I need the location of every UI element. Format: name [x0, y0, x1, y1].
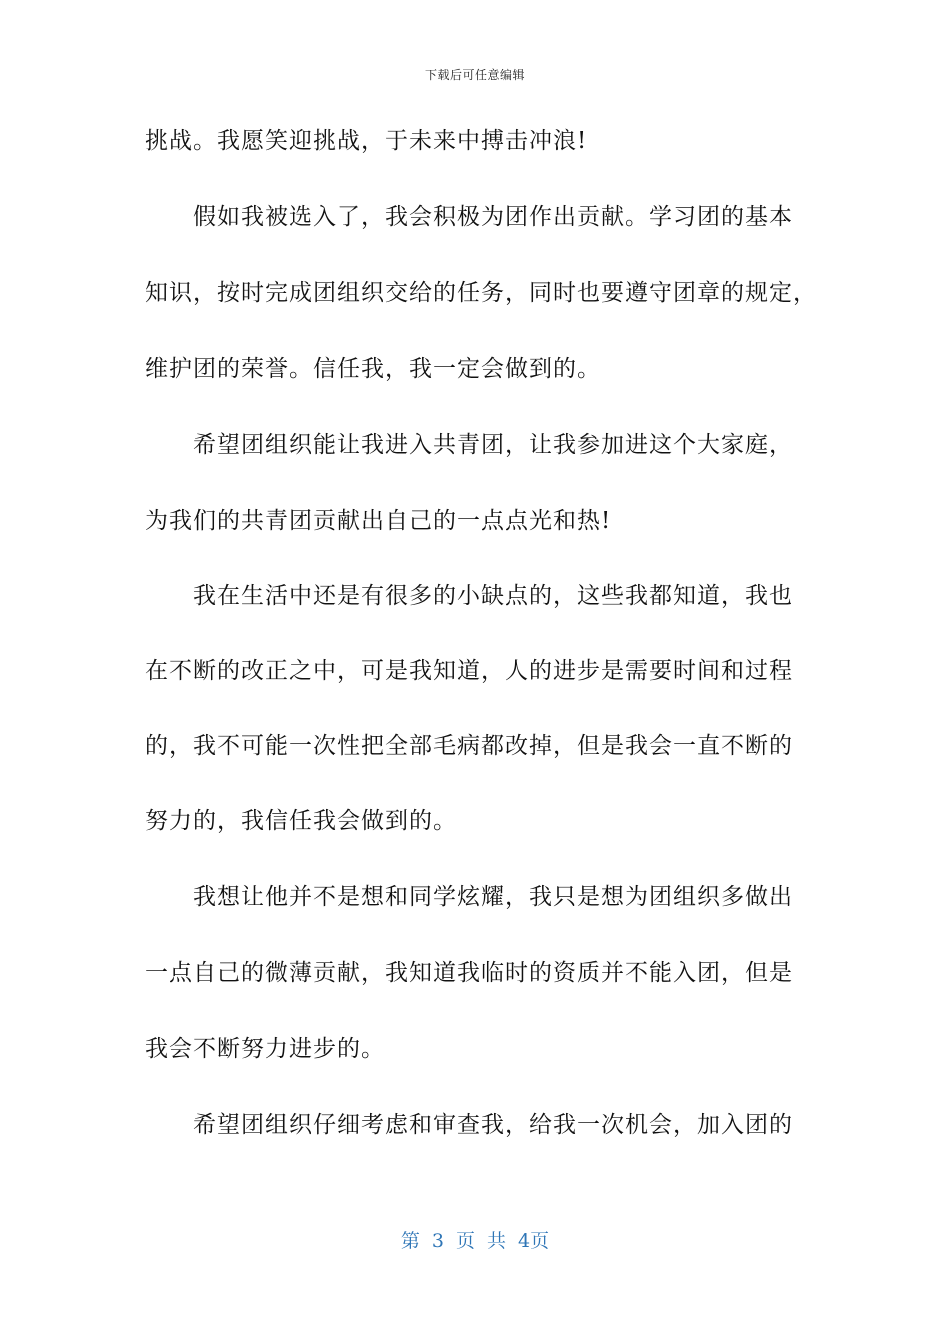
text-line: 希望团组织能让我进入共青团，让我参加进这个大家庭，	[193, 432, 793, 458]
text-line: 在不断的改正之中，可是我知道，人的进步是需要时间和过程	[145, 658, 793, 684]
text-line: 我在生活中还是有很多的小缺点的，这些我都知道，我也	[193, 583, 793, 609]
footer-page-word: 页	[455, 1230, 475, 1252]
page-footer	[0, 1226, 950, 1253]
text-line: 为我们的共青团贡献出自己的一点点光和热!	[145, 508, 612, 534]
footer-current-page: 3	[431, 1230, 444, 1252]
text-line: 的，我不可能一次性把全部毛病都改掉，但是我会一直不断的	[145, 733, 793, 759]
header-note: 下载后可任意编辑	[424, 68, 525, 82]
text-line: 希望团组织仔细考虑和审查我，给我一次机会，加入团的	[193, 1112, 793, 1138]
text-line: 我会不断努力进步的。	[145, 1036, 385, 1062]
text-line: 我想让他并不是想和同学炫耀，我只是想为团组织多做出	[193, 884, 793, 910]
page-header	[0, 66, 950, 83]
text-line: 维护团的荣誉。信任我，我一定会做到的。	[145, 356, 601, 382]
text-line: 一点自己的微薄贡献，我知道我临时的资质并不能入团，但是	[145, 960, 793, 986]
footer-total-word: 共	[487, 1230, 507, 1252]
text-line: 假如我被选入了，我会积极为团作出贡献。学习团的基本	[193, 204, 793, 230]
footer-total-pages: 4页	[518, 1230, 550, 1252]
footer-prefix: 第	[400, 1230, 420, 1252]
text-line: 挑战。我愿笑迎挑战，于未来中搏击冲浪!	[145, 128, 588, 154]
text-line: 努力的，我信任我会做到的。	[145, 808, 457, 834]
text-line: 知识，按时完成团组织交给的任务，同时也要遵守团章的规定，	[145, 280, 817, 306]
